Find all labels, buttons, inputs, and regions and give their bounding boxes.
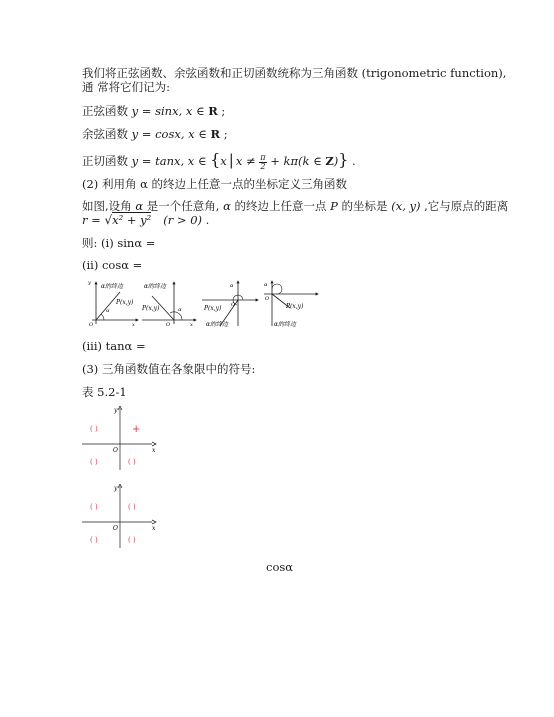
para-xy: (x, y): [391, 199, 421, 213]
quadrant-sign-diagram-2: [82, 484, 172, 550]
para-point-p: P: [330, 199, 338, 213]
tan-set-open: {: [210, 150, 221, 169]
d2-q1-sign: ( ): [128, 503, 136, 511]
r-sqrt: x² + y²: [112, 213, 152, 227]
figure-quadrant-4: [264, 281, 318, 328]
fig4-point-label: P(x,y): [286, 303, 304, 310]
fig2-terminal-label: α的终边: [144, 283, 167, 290]
d2-y: y: [114, 485, 118, 492]
quadrant-sign-diagram-1: [82, 406, 172, 472]
fig4-o: O: [265, 296, 270, 302]
tan-end: .: [348, 154, 356, 168]
section-2-title: (2) 利用角 α 的终边上任意一点的坐标定义三角函数: [82, 177, 348, 191]
fig3-terminal-label: α的终边: [206, 321, 229, 328]
figure-quadrant-1: [87, 280, 138, 328]
tan-set-z: Z: [325, 154, 334, 168]
fig3-point-label: P(x,y): [204, 305, 222, 312]
para-part-c: 的终边上任意一点: [230, 199, 331, 213]
d1-q1-sign: +: [132, 424, 141, 435]
r-end: .: [202, 213, 210, 227]
tan-set-close: }: [338, 150, 349, 169]
section-3-title: (3) 三角函数值在各象限中的符号:: [82, 362, 256, 376]
tan-frac-num: π: [260, 152, 266, 162]
fig1-x: x: [132, 322, 135, 328]
r-condition: (r > 0): [163, 213, 202, 227]
fig3-alpha: α: [230, 283, 234, 289]
para-alpha: α: [135, 199, 144, 213]
fig4-alpha: α: [264, 282, 268, 288]
para-alpha-2: α: [223, 199, 231, 213]
tan-cond-c: ): [333, 154, 339, 168]
tan-cond-b: + kπ(k ∈: [266, 154, 326, 168]
tan-set-var: x: [220, 154, 227, 168]
tan-label: 正切函数: [82, 154, 132, 168]
intro-line-1: 我们将正弦函数、余弦函数和正切函数统称为三角函数 (trigonometric function),: [82, 66, 507, 80]
d2-q2-sign: ( ): [90, 503, 98, 511]
d1-y: y: [114, 407, 118, 414]
cos-label: 余弦函数: [82, 127, 132, 141]
cos-set: R: [210, 127, 221, 141]
fig1-terminal-label: α的终边: [101, 283, 124, 290]
d1-q2-sign: ( ): [90, 425, 98, 433]
section-2-paragraph: [82, 199, 508, 213]
intro-line-2: 通 常将它们记为:: [82, 80, 171, 94]
fig1-y: y: [88, 280, 91, 286]
question-tan: (iii) tanα =: [82, 339, 146, 353]
d1-q3-sign: ( ): [90, 458, 98, 466]
d2-origin: O: [113, 525, 118, 532]
figure-quadrant-2: [141, 282, 196, 328]
d1-x: x: [152, 447, 156, 454]
sqrt-sign: √: [104, 213, 113, 227]
sin-definition: [82, 104, 225, 118]
d2-x: x: [152, 525, 156, 532]
fig3-o: O: [231, 302, 236, 308]
sin-formula: y = sinx, x ∈: [131, 104, 209, 118]
tan-formula: y = tanx, x ∈: [131, 154, 211, 168]
fig2-o: O: [166, 322, 171, 328]
d2-q4-sign: ( ): [128, 536, 136, 544]
r-definition: [82, 213, 209, 227]
fig2-alpha: α: [178, 307, 182, 313]
question-sin: 则: (i) sinα =: [82, 236, 156, 250]
r-def: r =: [82, 213, 105, 227]
cos-end: ;: [220, 127, 228, 141]
sin-end: ;: [217, 104, 226, 118]
fig4-terminal-label: α的终边: [274, 321, 297, 328]
terminal-side-figures: [86, 278, 326, 330]
fig2-point-label: P(x,y): [142, 305, 160, 312]
tan-cond-a: x ≠: [235, 154, 260, 168]
para-part-b: 是一个任意角,: [143, 199, 224, 213]
fig1-alpha: α: [106, 308, 110, 314]
sin-label: 正弦函数: [82, 104, 132, 118]
para-part-a: 如图,设角: [82, 199, 136, 213]
d2-q3-sign: ( ): [90, 536, 98, 544]
fig2-x: x: [190, 322, 193, 328]
cos-definition: [82, 127, 228, 141]
figure-quadrant-3: [202, 281, 258, 328]
question-cos: (ii) cosα =: [82, 258, 143, 272]
tan-definition: [82, 150, 356, 171]
cos-formula: y = cosx, x ∈: [131, 127, 211, 141]
tan-set-bar: |: [228, 151, 234, 169]
para-part-d: 的坐标是: [337, 199, 392, 213]
fig1-o: O: [89, 322, 94, 328]
para-part-e: ,它与原点的距离: [420, 199, 509, 213]
sin-set: R: [208, 104, 218, 118]
tan-frac-den: 2: [260, 161, 266, 171]
table-label: 表 5.2-1: [82, 385, 127, 399]
d1-q4-sign: ( ): [128, 458, 136, 466]
d1-origin: O: [113, 447, 118, 454]
diagram-caption: cosα: [266, 560, 294, 574]
tan-fraction: [259, 154, 266, 171]
fig1-point-label: P(x,y): [116, 299, 134, 306]
